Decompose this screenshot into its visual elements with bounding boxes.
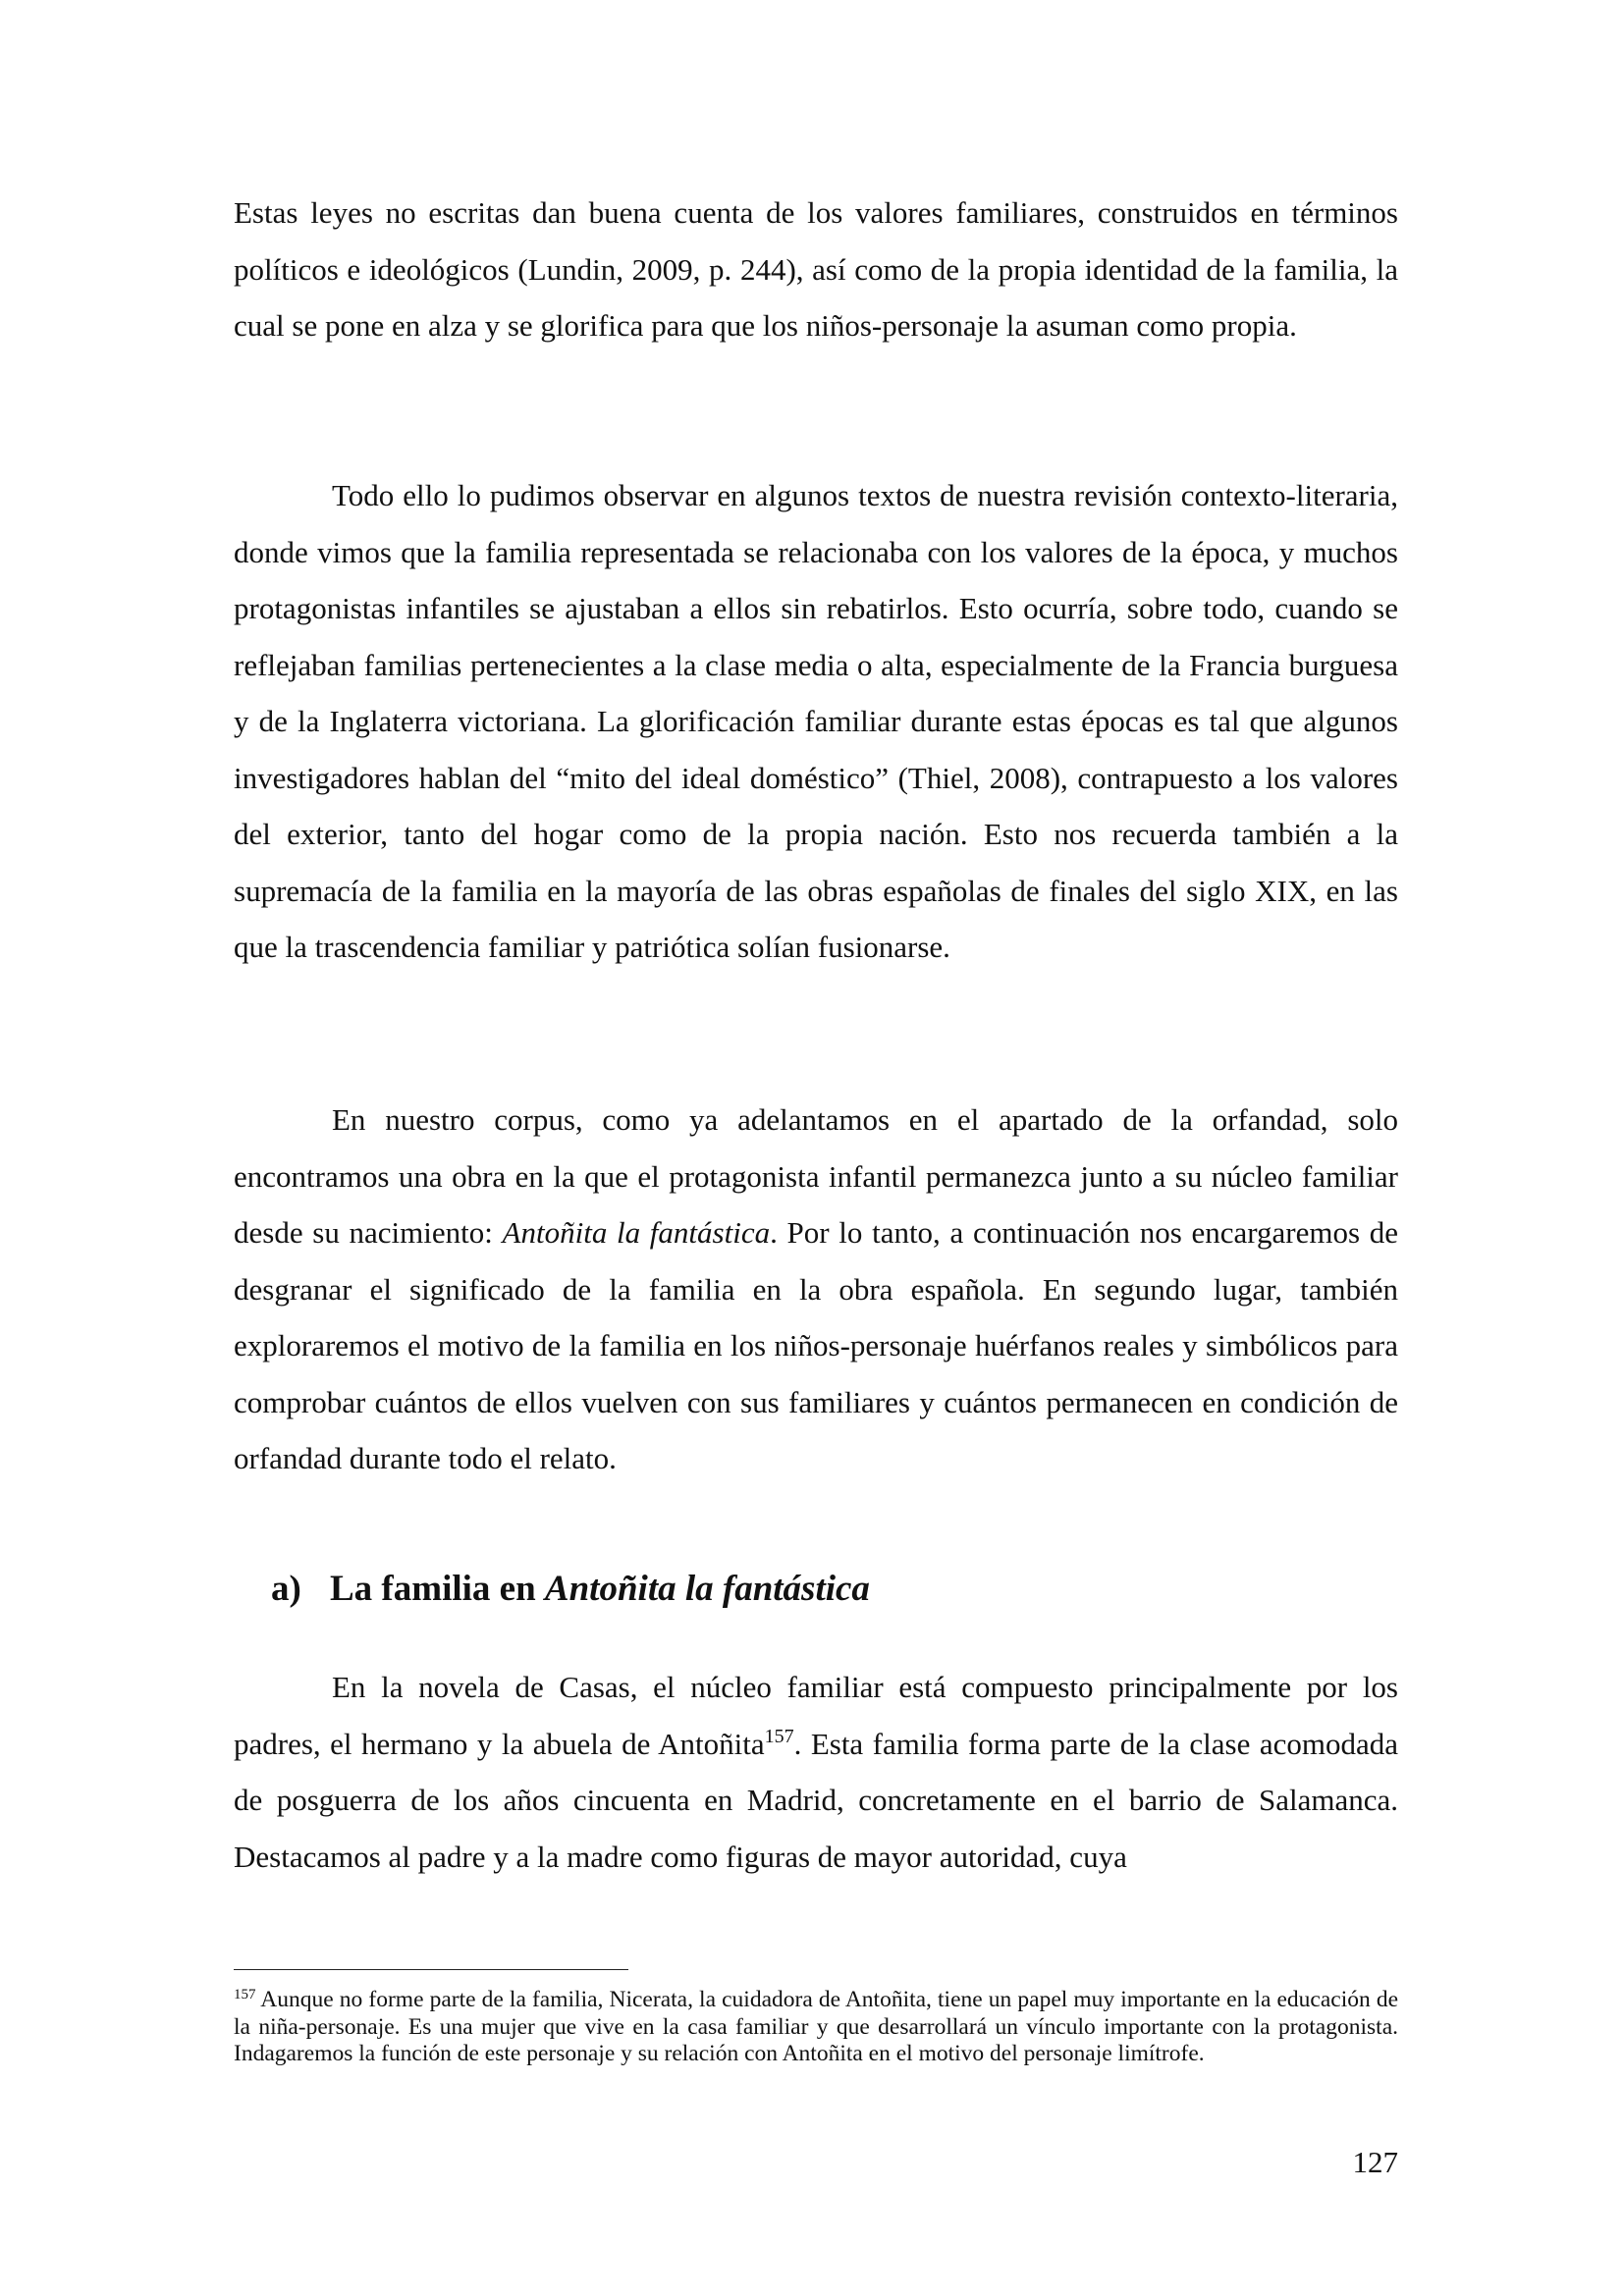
- section-heading: [271, 1565, 870, 1614]
- footnote-separator: [234, 1969, 628, 1970]
- paragraph-3-text-end: . Por lo tanto, a continuación nos encargaremos de desgranar el significado de la familia en la obra española. En segundo lugar, también exploraremos el motivo de la familia en los niños-personaje huérfanos reales y simbólicos para comprobar cuántos de ellos vuelven con sus familiares y cuántos permanecen en condición de orfandad durante todo el relato.: [234, 1215, 1398, 1475]
- section-heading-text: La familia en: [330, 1569, 545, 1609]
- section-heading-marker: a): [271, 1569, 301, 1609]
- paragraph-3-book-title: Antoñita la fantástica: [502, 1215, 771, 1250]
- paragraph-4-text-start: En la novela de Casas, el núcleo familiar está compuesto principalmente por los padres, el hermano y la abuela de Antoñita: [234, 1670, 1398, 1761]
- footnote: [234, 1987, 1398, 2068]
- footnote-text: Aunque no forme parte de la familia, Nicerata, la cuidadora de Antoñita, tiene un papel muy importante en la educación de la niña-personaje. Es una mujer que vive en la casa familiar y que desarrollará un vínculo importante con la protagonista. Indagaremos la función de este personaje y su relación con Antoñita en el motivo del personaje limítrofe.: [234, 1987, 1398, 2066]
- footnote-number: 157: [234, 1987, 256, 2002]
- paragraph-3-text-start: En nuestro corpus, como ya adelantamos en el apartado de la orfandad, solo encontramos una obra en la que el protagonista infantil permanezca junto a su núcleo familiar desde su nacimiento:: [234, 1102, 1398, 1250]
- paragraph-2: Todo ello lo pudimos observar en algunos textos de nuestra revisión contexto-literaria, donde vimos que la familia representada se relacionaba con los valores de la época, y muchos protagonistas infantiles se ajustaban a ellos sin rebatirlos. Esto ocurría, sobre todo, cuando se reflejaban familias pertenecientes a la clase media o alta, especialmente de la Francia burguesa y de la Inglaterra victoriana. La glorificación familiar durante estas épocas es tal que algunos investigadores hablan del “mito del ideal doméstico” (Thiel, 2008), contrapuesto a los valores del exterior, tanto del hogar como de la propia nación. Esto nos recuerda también a la supremacía de la familia en la mayoría de las obras españolas de finales del siglo XIX, en las que la trascendencia familiar y patriótica solían fusionarse.: [234, 478, 1398, 964]
- paragraph-4: [234, 1659, 1398, 1885]
- paragraph-1: Estas leyes no escritas dan buena cuenta de los valores familiares, construidos en términos políticos e ideológicos (Lundin, 2009, p. 244), así como de la propia identidad de la familia, la cual se pone en alza y se glorifica para que los niños-personaje la asuman como propia.: [234, 195, 1398, 343]
- footnote-reference[interactable]: 157: [764, 1725, 794, 1747]
- paragraph-4-text-end: . Esta familia forma parte de la clase acomodada de posguerra de los años cincuenta en Madrid, concretamente en el barrio de Salamanca. Destacamos al padre y a la madre como figuras de mayor autoridad, cuya: [234, 1726, 1399, 1874]
- page-number: 127: [1352, 2145, 1398, 2179]
- section-heading-book-title: Antoñita la fantástica: [544, 1569, 870, 1609]
- paragraph-3: [234, 1092, 1398, 1487]
